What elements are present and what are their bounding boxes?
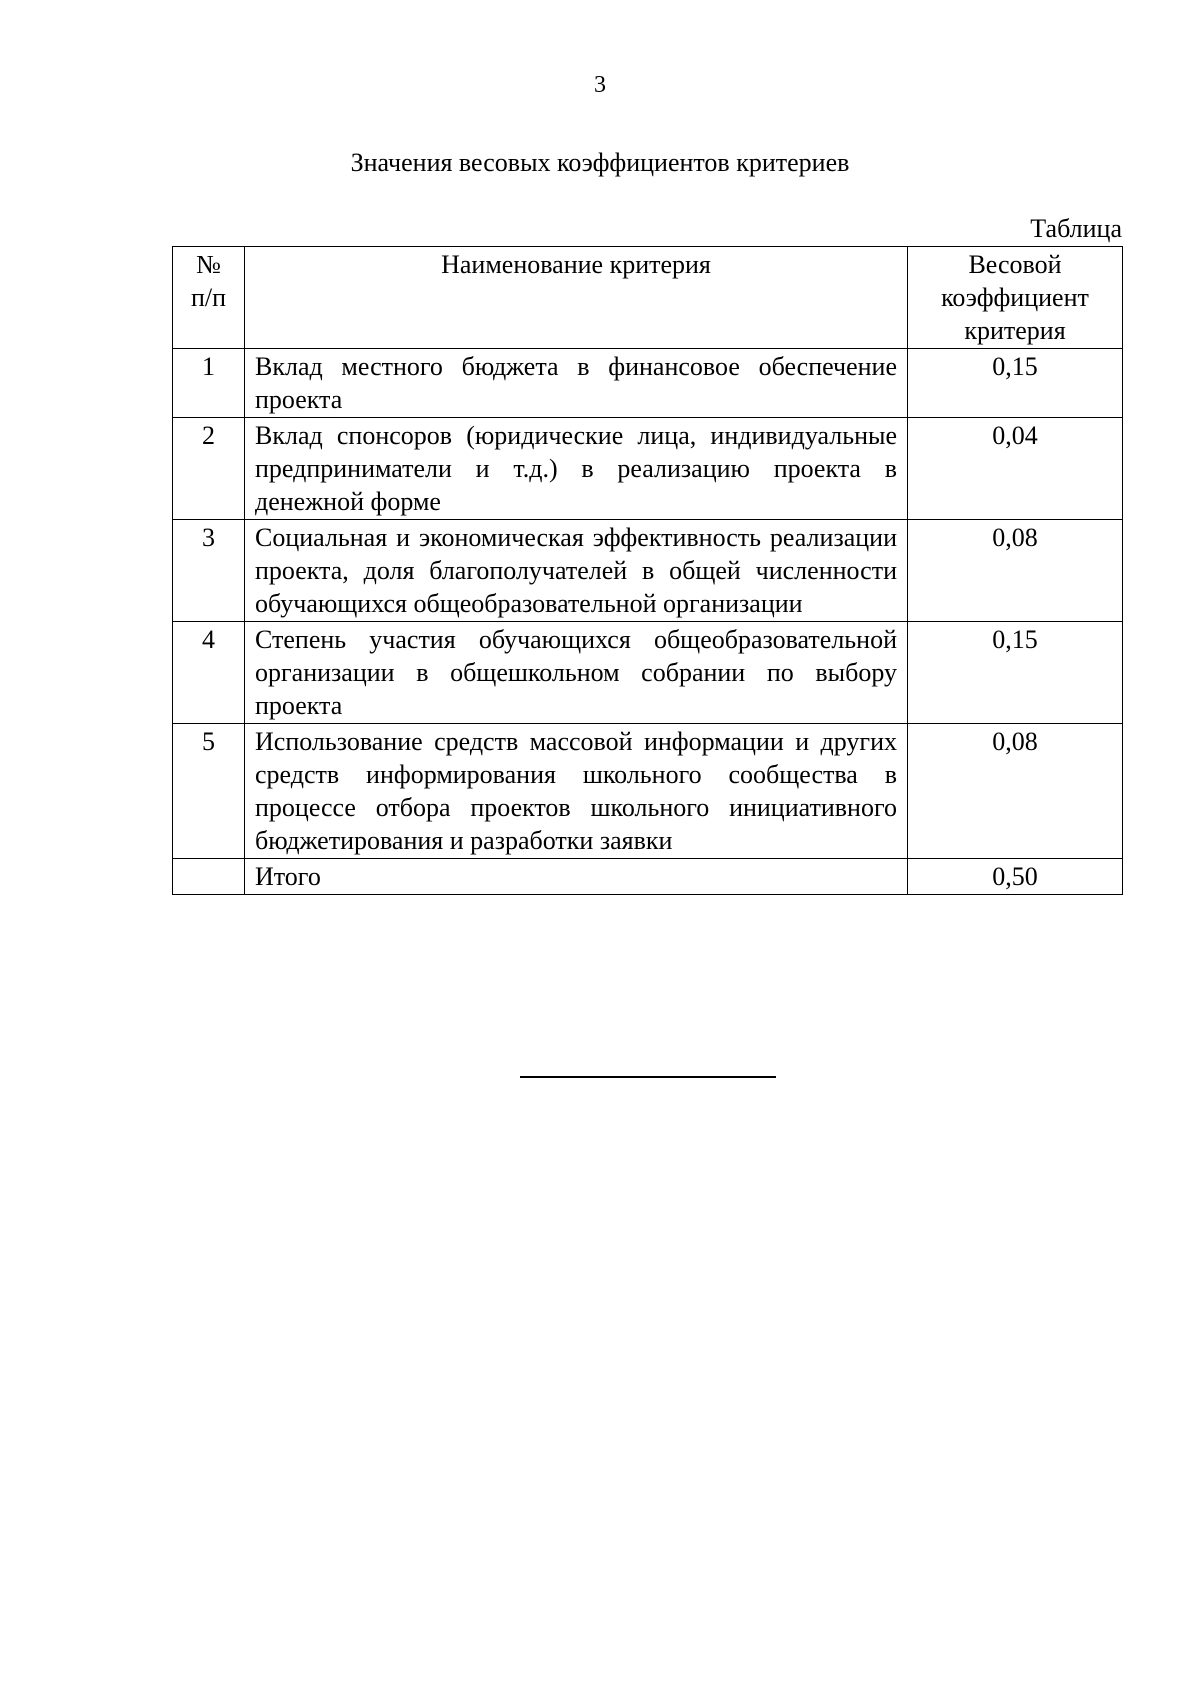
row-num: 1 [173, 349, 245, 418]
row-coef: 0,08 [908, 724, 1123, 859]
row-coef: 0,08 [908, 520, 1123, 622]
row-name: Социальная и экономическая эффективность реализации проекта, доля благополучателей в общей численности обучающихся общеобразовательной организации [245, 520, 908, 622]
table-row [173, 622, 1123, 724]
row-name: Использование средств массовой информации и других средств информирования школьного сообщества в процессе отбора проектов школьного инициативного бюджетирования и разработки заявки [245, 724, 908, 859]
row-num: 2 [173, 418, 245, 520]
row-num: 5 [173, 724, 245, 859]
total-coef: 0,50 [908, 859, 1123, 895]
header-num: № п/п [173, 247, 245, 349]
page-number: 3 [594, 72, 606, 98]
page-title: Значения весовых коэффициентов критериев [350, 148, 850, 177]
row-name: Вклад спонсоров (юридические лица, индивидуальные предприниматели и т.д.) в реализацию проекта в денежной форме [245, 418, 908, 520]
row-name: Степень участия обучающихся общеобразовательной организации в общешкольном собрании по выбору проекта [245, 622, 908, 724]
header-coef: Весовой коэффициент критерия [908, 247, 1123, 349]
table-total-row [173, 859, 1123, 895]
header-name: Наименование критерия [245, 247, 908, 349]
row-coef: 0,15 [908, 622, 1123, 724]
row-coef: 0,15 [908, 349, 1123, 418]
table-row [173, 349, 1123, 418]
total-num [173, 859, 245, 895]
table-row [173, 724, 1123, 859]
table-row [173, 418, 1123, 520]
table-caption: Таблица [1030, 214, 1122, 243]
row-name: Вклад местного бюджета в финансовое обеспечение проекта [245, 349, 908, 418]
row-num: 4 [173, 622, 245, 724]
table-header-row [173, 247, 1123, 349]
total-label: Итого [245, 859, 908, 895]
end-divider [520, 1076, 776, 1078]
row-num: 3 [173, 520, 245, 622]
criteria-table [172, 246, 1123, 895]
row-coef: 0,04 [908, 418, 1123, 520]
table-row [173, 520, 1123, 622]
